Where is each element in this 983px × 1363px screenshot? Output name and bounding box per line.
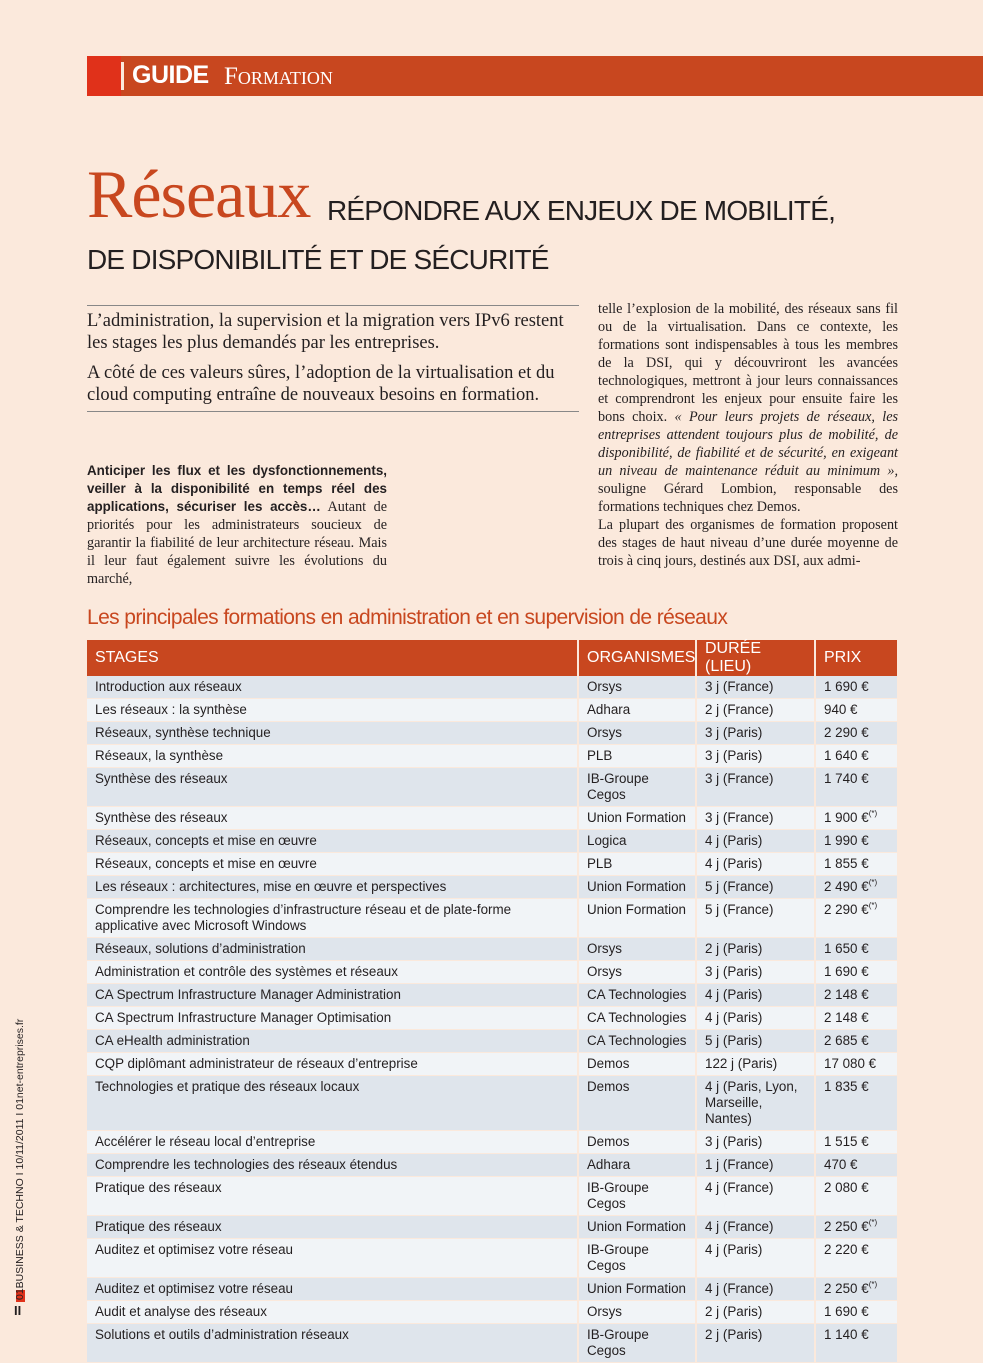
table-row bbox=[87, 1301, 898, 1324]
cell-stage: Auditez et optimisez votre réseau bbox=[87, 1239, 578, 1278]
cell-stage: Réseaux, solutions d’administration bbox=[87, 938, 578, 961]
table-row bbox=[87, 1216, 898, 1239]
cell-prix: 17 080 € bbox=[815, 1053, 898, 1076]
cell-duree: 4 j (Paris) bbox=[696, 1239, 815, 1278]
cell-organisme: Adhara bbox=[578, 699, 696, 722]
cell-organisme: Union Formation bbox=[578, 876, 696, 899]
cell-duree: 1 j (France) bbox=[696, 1154, 815, 1177]
cell-stage: Accélérer le réseau local d’entreprise bbox=[87, 1131, 578, 1154]
headline-line-2: DE DISPONIBILITÉ ET DE SÉCURITÉ bbox=[87, 244, 549, 275]
cell-stage: Comprendre les technologies d’infrastructure réseau et de plate-forme applicative avec Microsoft Windows bbox=[87, 899, 578, 938]
table-row bbox=[87, 984, 898, 1007]
cell-stage: Pratique des réseaux bbox=[87, 1177, 578, 1216]
body-right-column bbox=[598, 300, 898, 570]
cell-duree: 122 j (Paris) bbox=[696, 1053, 815, 1076]
body-right-quote: « Pour leurs projets de réseaux, les entreprises attendent toujours plus de mobilité, de disponibilité, de fiabilité et de sécurité, en exigeant un niveau de maintenance réduit au minimum », bbox=[598, 409, 899, 479]
cell-stage: Réseaux, concepts et mise en œuvre bbox=[87, 830, 578, 853]
cell-prix: 1 140 € bbox=[815, 1324, 898, 1363]
cell-duree: 4 j (Paris) bbox=[696, 853, 815, 876]
cell-duree: 3 j (Paris) bbox=[696, 961, 815, 984]
table-row bbox=[87, 1177, 898, 1216]
cell-duree: 5 j (France) bbox=[696, 876, 815, 899]
column-header-prix: PRIX bbox=[815, 640, 898, 676]
body-left-text: Autant de priorités pour les administrateurs soucieux de garantir la fiabilité de leur architecture réseau. Mais il leur faut également suivre les évolutions du marché, bbox=[87, 499, 388, 587]
price-footnote-mark: (*) bbox=[868, 1218, 878, 1227]
body-left-column bbox=[87, 462, 387, 588]
cell-duree: 3 j (Paris) bbox=[696, 722, 815, 745]
cell-prix: 2 290 € bbox=[815, 722, 898, 745]
cell-duree: 4 j (Paris) bbox=[696, 830, 815, 853]
cell-organisme: CA Technologies bbox=[578, 1030, 696, 1053]
folio-text: 01BUSINESS & TECHNO I 10/11/2011 I 01net-entreprises.fr bbox=[14, 1018, 26, 1300]
header-guide-label: GUIDE bbox=[132, 61, 209, 89]
cell-organisme: CA Technologies bbox=[578, 1007, 696, 1030]
body-right-text-1: telle l’explosion de la mobilité, des réseaux sans fil ou de la virtualisation. Dans ce contexte, les formations sont indispensables à tous les membres de la DSI, qui y découvriront les avancées technologiques, mettront à jour leurs connaissances et comprendront les enjeux pour ensuite faire les bons choix. bbox=[598, 301, 898, 425]
cell-prix: 2 490 €(*) bbox=[815, 876, 898, 899]
table-row bbox=[87, 745, 898, 768]
intro-paragraph-1: L’administration, la supervision et la migration vers IPv6 restent les stages les plus demandés par les entreprises. bbox=[87, 311, 564, 353]
cell-duree: 2 j (Paris) bbox=[696, 1324, 815, 1363]
cell-stage: Auditez et optimisez votre réseau bbox=[87, 1278, 578, 1301]
cell-organisme: IB-Groupe Cegos bbox=[578, 1177, 696, 1216]
table-row bbox=[87, 768, 898, 807]
table-row bbox=[87, 699, 898, 722]
cell-organisme: Union Formation bbox=[578, 807, 696, 830]
header-divider bbox=[121, 62, 124, 90]
cell-prix: 1 740 € bbox=[815, 768, 898, 807]
cell-organisme: PLB bbox=[578, 745, 696, 768]
cell-organisme: Demos bbox=[578, 1131, 696, 1154]
table-row bbox=[87, 830, 898, 853]
cell-duree: 4 j (Paris) bbox=[696, 1007, 815, 1030]
cell-organisme: IB-Groupe Cegos bbox=[578, 768, 696, 807]
cell-duree: 4 j (France) bbox=[696, 1278, 815, 1301]
cell-duree: 2 j (Paris) bbox=[696, 1301, 815, 1324]
cell-stage: Synthèse des réseaux bbox=[87, 768, 578, 807]
price-footnote-mark: (*) bbox=[868, 878, 878, 887]
cell-duree: 2 j (France) bbox=[696, 699, 815, 722]
cell-prix: 1 650 € bbox=[815, 938, 898, 961]
cell-prix: 2 148 € bbox=[815, 984, 898, 1007]
cell-stage: Administration et contrôle des systèmes et réseaux bbox=[87, 961, 578, 984]
column-header-stages: STAGES bbox=[87, 640, 578, 676]
intro-bottom-rule bbox=[87, 411, 579, 412]
cell-stage: CA eHealth administration bbox=[87, 1030, 578, 1053]
cell-stage: Solutions et outils d’administration réseaux bbox=[87, 1324, 578, 1363]
cell-organisme: Logica bbox=[578, 830, 696, 853]
table-body bbox=[87, 676, 898, 1363]
cell-prix: 2 220 € bbox=[815, 1239, 898, 1278]
cell-prix: 1 990 € bbox=[815, 830, 898, 853]
cell-prix: 2 290 €(*) bbox=[815, 899, 898, 938]
table-title: Les principales formations en administration et en supervision de réseaux bbox=[87, 606, 728, 629]
table-row bbox=[87, 676, 898, 699]
column-header-organismes: ORGANISMES bbox=[578, 640, 696, 676]
cell-prix: 2 685 € bbox=[815, 1030, 898, 1053]
cell-duree: 4 j (Paris, Lyon, Marseille, Nantes) bbox=[696, 1076, 815, 1131]
table-row bbox=[87, 853, 898, 876]
cell-organisme: Union Formation bbox=[578, 899, 696, 938]
table-row bbox=[87, 938, 898, 961]
cell-organisme: Union Formation bbox=[578, 1216, 696, 1239]
cell-stage: Synthèse des réseaux bbox=[87, 807, 578, 830]
table-row bbox=[87, 1154, 898, 1177]
cell-organisme: Orsys bbox=[578, 938, 696, 961]
lead-bold-text: Anticiper les flux et les dysfonctionnements, veiller à la disponibilité en temps réel des applications, sécuriser les accès… bbox=[87, 463, 387, 514]
cell-duree: 4 j (France) bbox=[696, 1177, 815, 1216]
cell-stage: CA Spectrum Infrastructure Manager Administration bbox=[87, 984, 578, 1007]
cell-organisme: CA Technologies bbox=[578, 984, 696, 1007]
cell-stage: CA Spectrum Infrastructure Manager Optimisation bbox=[87, 1007, 578, 1030]
cell-stage: Les réseaux : la synthèse bbox=[87, 699, 578, 722]
cell-stage: Introduction aux réseaux bbox=[87, 676, 578, 699]
header-accent-block bbox=[87, 56, 121, 96]
cell-organisme: Orsys bbox=[578, 676, 696, 699]
table-row bbox=[87, 1131, 898, 1154]
cell-stage: Réseaux, la synthèse bbox=[87, 745, 578, 768]
cell-duree: 5 j (France) bbox=[696, 899, 815, 938]
cell-stage: CQP diplômant administrateur de réseaux d’entreprise bbox=[87, 1053, 578, 1076]
table-row bbox=[87, 1239, 898, 1278]
table-header-row bbox=[87, 640, 898, 676]
cell-organisme: Union Formation bbox=[578, 1278, 696, 1301]
cell-duree: 3 j (Paris) bbox=[696, 745, 815, 768]
table-row bbox=[87, 876, 898, 899]
price-footnote-mark: (*) bbox=[868, 809, 878, 818]
intro-top-rule bbox=[87, 305, 579, 306]
headline-line-1: RÉPONDRE AUX ENJEUX DE MOBILITÉ, bbox=[327, 195, 836, 226]
body-right-text-2: souligne Gérard Lombion, responsable des formations techniques chez Demos. bbox=[598, 481, 898, 515]
cell-prix: 1 690 € bbox=[815, 961, 898, 984]
headline-keyword: Réseaux bbox=[87, 156, 311, 232]
cell-prix: 1 900 €(*) bbox=[815, 807, 898, 830]
cell-duree: 3 j (Paris) bbox=[696, 1131, 815, 1154]
table-row bbox=[87, 1076, 898, 1131]
page-number: II bbox=[14, 1303, 22, 1318]
column-header-duree: DURÉE (LIEU) bbox=[696, 640, 815, 676]
cell-prix: 1 515 € bbox=[815, 1131, 898, 1154]
cell-duree: 3 j (France) bbox=[696, 676, 815, 699]
table-row bbox=[87, 722, 898, 745]
cell-prix: 1 855 € bbox=[815, 853, 898, 876]
table-row bbox=[87, 899, 898, 938]
cell-prix: 1 690 € bbox=[815, 676, 898, 699]
cell-prix: 1 835 € bbox=[815, 1076, 898, 1131]
cell-duree: 3 j (France) bbox=[696, 768, 815, 807]
cell-prix: 1 690 € bbox=[815, 1301, 898, 1324]
table-row bbox=[87, 807, 898, 830]
cell-organisme: IB-Groupe Cegos bbox=[578, 1239, 696, 1278]
cell-prix: 940 € bbox=[815, 699, 898, 722]
cell-stage: Pratique des réseaux bbox=[87, 1216, 578, 1239]
table-row bbox=[87, 1278, 898, 1301]
cell-organisme: Adhara bbox=[578, 1154, 696, 1177]
cell-stage: Comprendre les technologies des réseaux étendus bbox=[87, 1154, 578, 1177]
cell-prix: 2 080 € bbox=[815, 1177, 898, 1216]
cell-organisme: IB-Groupe Cegos bbox=[578, 1324, 696, 1363]
cell-stage: Technologies et pratique des réseaux locaux bbox=[87, 1076, 578, 1131]
cell-organisme: Demos bbox=[578, 1076, 696, 1131]
table-row bbox=[87, 1007, 898, 1030]
cell-organisme: Demos bbox=[578, 1053, 696, 1076]
cell-organisme: Orsys bbox=[578, 1301, 696, 1324]
training-table bbox=[87, 640, 899, 1363]
table-row bbox=[87, 1053, 898, 1076]
header-section-label: Formation bbox=[224, 63, 333, 90]
cell-stage: Les réseaux : architectures, mise en œuvre et perspectives bbox=[87, 876, 578, 899]
cell-organisme: Orsys bbox=[578, 722, 696, 745]
cell-prix: 2 148 € bbox=[815, 1007, 898, 1030]
table-row bbox=[87, 1030, 898, 1053]
cell-duree: 3 j (France) bbox=[696, 807, 815, 830]
table-row bbox=[87, 961, 898, 984]
cell-duree: 2 j (Paris) bbox=[696, 938, 815, 961]
cell-prix: 2 250 €(*) bbox=[815, 1278, 898, 1301]
price-footnote-mark: (*) bbox=[868, 901, 878, 910]
cell-stage: Audit et analyse des réseaux bbox=[87, 1301, 578, 1324]
cell-duree: 5 j (Paris) bbox=[696, 1030, 815, 1053]
body-right-paragraph-2: La plupart des organismes de formation proposent des stages de haut niveau d’une durée moyenne de trois à cinq jours, destinés aux DSI, aux admi- bbox=[598, 517, 898, 569]
cell-duree: 4 j (France) bbox=[696, 1216, 815, 1239]
cell-prix: 2 250 €(*) bbox=[815, 1216, 898, 1239]
cell-duree: 4 j (Paris) bbox=[696, 984, 815, 1007]
intro-paragraph-2: A côté de ces valeurs sûres, l’adoption de la virtualisation et du cloud computing entraîne de nouveaux besoins en formation. bbox=[87, 363, 555, 405]
price-footnote-mark: (*) bbox=[868, 1280, 878, 1289]
cell-stage: Réseaux, concepts et mise en œuvre bbox=[87, 853, 578, 876]
cell-prix: 1 640 € bbox=[815, 745, 898, 768]
cell-organisme: Orsys bbox=[578, 961, 696, 984]
table-row bbox=[87, 1324, 898, 1363]
cell-prix: 470 € bbox=[815, 1154, 898, 1177]
section-header-band bbox=[87, 56, 983, 96]
cell-organisme: PLB bbox=[578, 853, 696, 876]
cell-stage: Réseaux, synthèse technique bbox=[87, 722, 578, 745]
